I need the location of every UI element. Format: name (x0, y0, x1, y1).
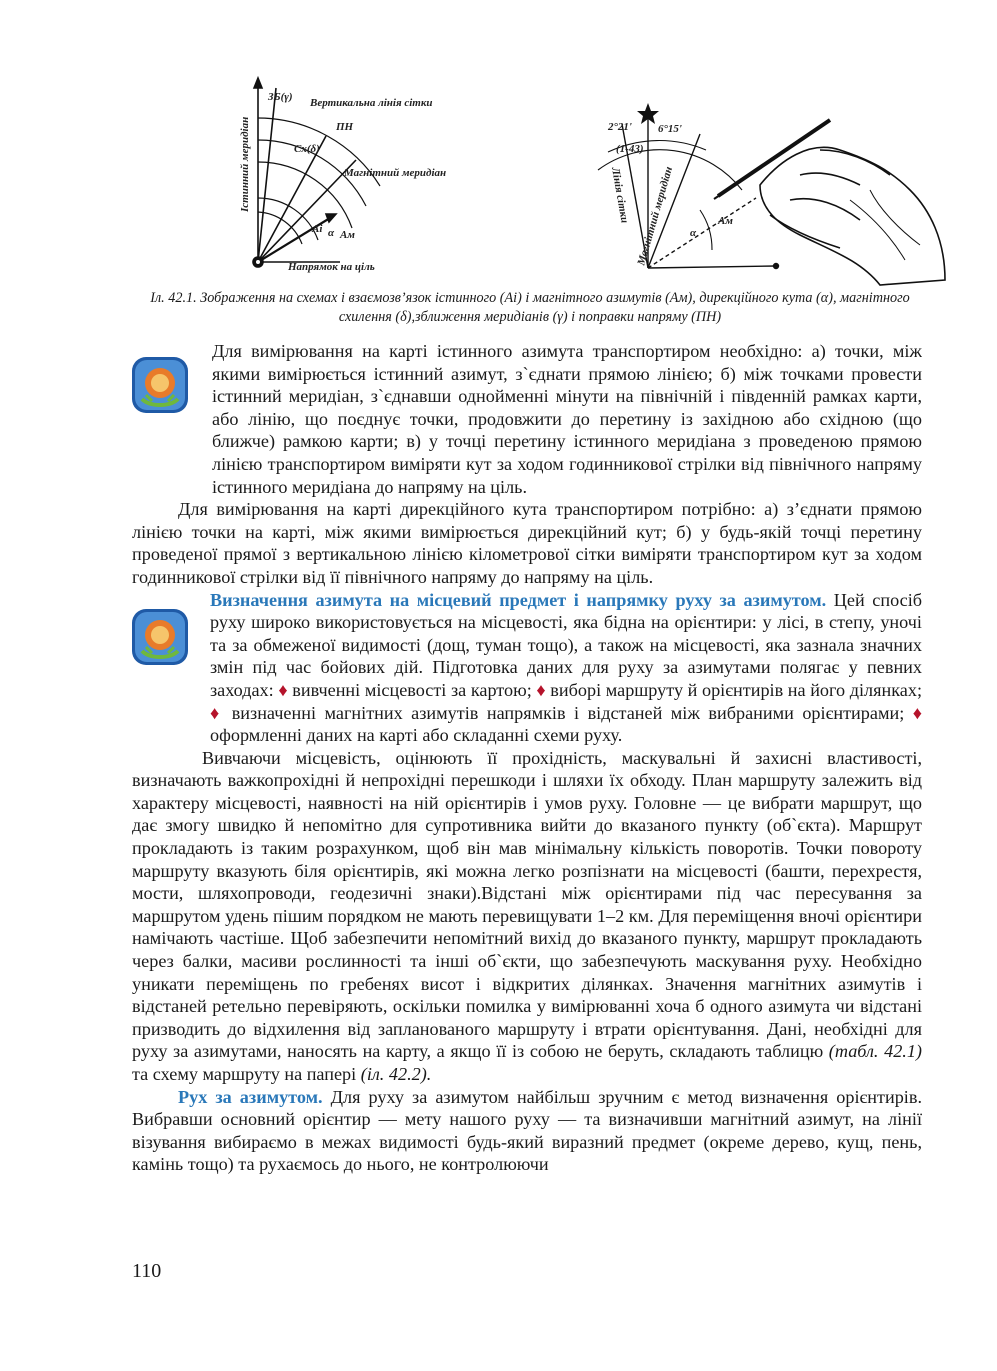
bullet-icon: ♦ (912, 702, 923, 723)
paragraph-route-planning: Вивчаючи місцевість, оцінюють її прохідність, маскувальні й захисні властивості, визначають важкопрохідні й непрохідні перешкоди і шляхи їх обходу. План маршруту залежить від характеру місцевості, наявності на ній орієнтирів і умов руху. Головне — це вибрати маршрут, що дає змогу швидко й непомітно для супротивника вийти до вказаного пункту (об`єкта). Маршрут прокладають із таким розрахунком, щоб він мав мінімальну кількість поворотів. Точки повороту маршруту вказують біля орієнтирів, які можна легко розпізнати на місцевості (башти, перехрестя, мости, шляхопроводи, геодезичні знаки).Відстані між орієнтирами під час пересування за маршрутом удень пішим порядком не мають перевищувати 1–2 км. Для переміщення вночі орієнтири намічають частіше. Щоб забезпечити непомітний вихід до вказаного пункту, маршрут прокладають через балки, масиви рослинності та інші об`єкти, що забезпечують маскування руху. Необхідно уникати переміщень по гребенях висот і відкритих ділянках. Значення магнітних азимутів і відстаней ретельно перевіряють, оскільки помилка у вимірюванні хоча б одного азимута чи відстані призводить до відхилення від запланованого маршруту і втрати орієнтування. Дані, необхідні для руху за азимутами, наносять на карту, а якщо її із собою не беруть, складають таблицю (табл. 42.1) та схему маршруту на папері (іл. 42.2). (132, 747, 922, 1084)
figure-caption: Іл. 42.1. Зображення на схемах і взаємозв’язок істинного (Аі) і магнітного азимутів (Ам), дирекційного кута (α), магнітного схилення (δ),зближення меридіанів (γ) і поправки напряму (ПН) (150, 290, 910, 325)
right-diagram-labels (607, 121, 733, 268)
label-angle3: (1-43) (616, 143, 644, 155)
label-grid-line: Лінія сітки (609, 166, 631, 225)
page-number: 110 (132, 1260, 162, 1282)
label-magnetic-meridian-right: Магнітний меридіан (635, 165, 676, 267)
label-gamma: ЗБ(γ) (268, 91, 293, 103)
label-angle2: 6°15' (658, 123, 682, 135)
label-ai: Аі (312, 223, 323, 235)
paragraph-grid-angle: Для вимірювання на карті дирекційного кута транспортиром потрібно: а) з’єднати прямою лінією точки на карті, між якими вимірюється дирекційний кут; б) у будь-якій точці перетину проведеної прямої з вертикальною лінією кілометрової сітки виміряти транспортиром кут за ходом годинникової стрілки від її північного напряму до напряму на ціль. (132, 499, 922, 587)
label-angle1: 2°21' (608, 121, 632, 133)
bullet-icon: ♦ (536, 679, 546, 700)
body-text (132, 340, 922, 1176)
table-reference: (табл. 42.1) (828, 1041, 922, 1062)
label-target-direction: Напрямок на ціль (288, 261, 375, 273)
paragraph-true-azimuth: Для вимірювання на карті істинного азимута транспортиром необхідно: а) точки, між якими вимірюється істинний азимут, з`єднати прямою лінією; б) між точками провести істинний меридіан, з`єднавши однойменні мінути на північній і південній рамках карти, або лінію, що поєднує точки, продовжити до перетину із західною або східною (що ближче) рамкою карти; в) у точці перетину істинного меридіана з проведеною прямою лінією транспортиром виміряти кут за ходом годинникової стрілки від північного напряму істинного меридіана до напряму на ціль. (212, 341, 922, 497)
label-vertical-grid: Вертикальна лінія сітки (310, 97, 433, 109)
label-delta: Сх(δ) (294, 143, 320, 155)
label-am-right: Ам (718, 215, 733, 227)
azimuth-diagrams (0, 0, 997, 292)
label-alpha: α (328, 227, 335, 239)
paragraph-moving-by-azimuth: Рух за азимутом. Для руху за азимутом найбільш зручним є метод визначення орієнтирів. Вибравши основний орієнтир — мету нашого руху — та визначивши магнітний азимут, на лінії візування вибираємо в межах видимості будь-який виразний предмет (окреме дерево, кущ, пень, камінь тощо) та рухаємось до нього, не контролюючи (132, 1086, 922, 1175)
figure-42-1 (0, 0, 997, 292)
label-pn: ПН (336, 121, 354, 133)
bullet-icon: ♦ (278, 679, 288, 700)
label-true-meridian: Істинний меридіан (239, 116, 251, 212)
label-am: Ам (340, 229, 355, 241)
heading-moving-by-azimuth: Рух за азимутом. (178, 1086, 323, 1107)
figure-reference: (іл. 42.2). (360, 1064, 432, 1084)
heading-azimuth-determination: Визначення азимута на місцевий предмет і напрямку руху за азимутом. (210, 589, 827, 610)
paragraph-azimuth-movement: Визначення азимута на місцевий предмет і напрямку руху за азимутом. Цей спосіб руху широко використовується на місцевості, яка бідна на орієнтири: у лісі, в степу, уночі та за обмеженої видимості (дощ, туман тощо), а також на місцевості, яка зазнала значних змін під час бойових дій. Підготовка даних для руху за азимутами полягає у певних заходах: ♦ вивченні місцевості за картою; ♦ виборі маршруту й орієнтирів на його ділянках; ♦ визначенні магнітних азимутів напрямків і відстаней між вибраними орієнтирами; ♦ оформленні даних на карті або складанні схеми руху. (210, 589, 923, 746)
label-magnetic-meridian: Магнітний меридіан (344, 167, 447, 179)
bullet-icon: ♦ (210, 702, 224, 723)
label-alpha-right: α (690, 227, 697, 239)
